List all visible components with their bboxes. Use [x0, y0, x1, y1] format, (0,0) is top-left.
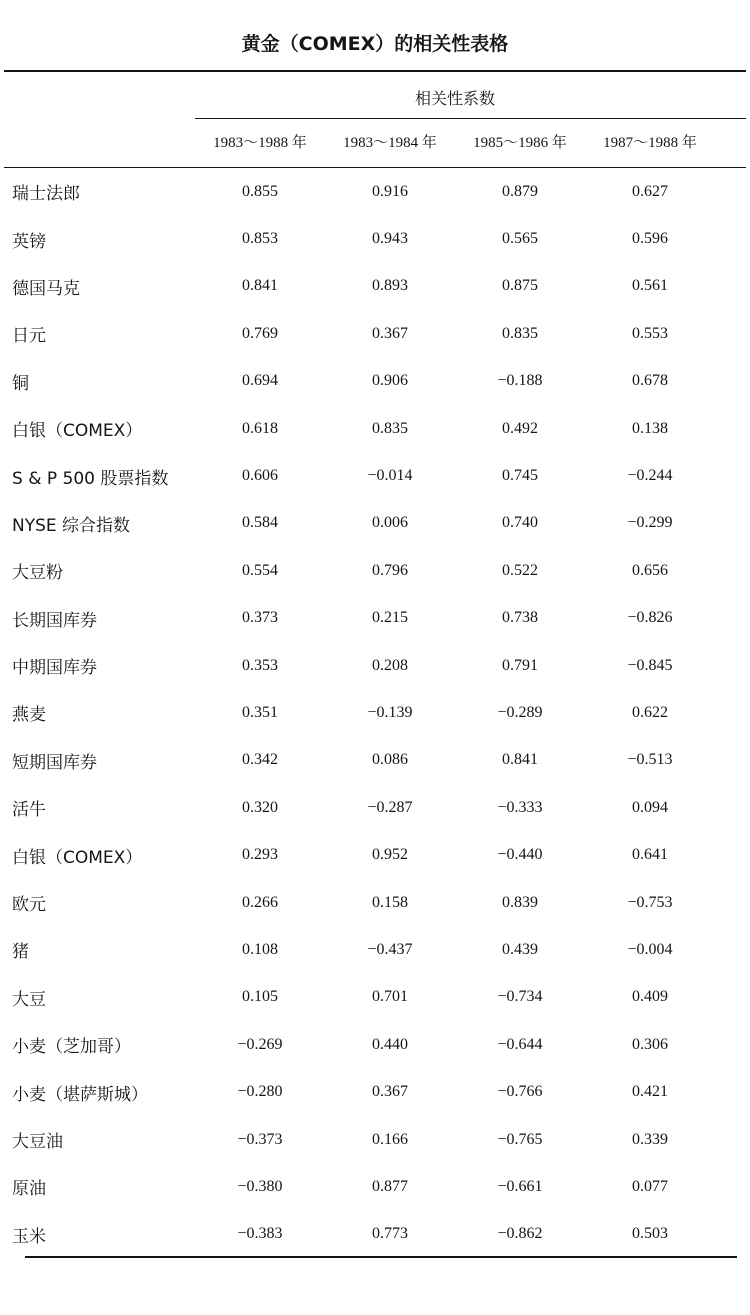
group-rule — [195, 118, 746, 119]
value-1983-1984: 0.773 — [372, 1225, 408, 1243]
value-1983-1988: 0.769 — [242, 324, 278, 342]
table-row — [0, 1211, 750, 1258]
table-row — [0, 974, 750, 1021]
row-label: 铜 — [12, 373, 29, 394]
value-1985-1986: −0.644 — [497, 1035, 543, 1053]
table-row — [0, 547, 750, 594]
value-1985-1986: −0.734 — [497, 988, 543, 1006]
value-1983-1984: −0.437 — [367, 940, 413, 958]
table-row — [0, 595, 750, 642]
value-1987-1988: 0.561 — [632, 277, 668, 295]
value-1983-1984: 0.367 — [372, 1083, 408, 1101]
value-1985-1986: −0.333 — [497, 798, 543, 816]
value-1987-1988: 0.641 — [632, 846, 668, 864]
top-rule — [4, 70, 746, 72]
value-1983-1984: −0.014 — [367, 467, 413, 485]
value-1987-1988: 0.094 — [632, 798, 668, 816]
value-1985-1986: −0.661 — [497, 1177, 543, 1195]
row-label: 原油 — [12, 1179, 46, 1200]
value-1985-1986: 0.791 — [502, 656, 538, 674]
value-1985-1986: −0.440 — [497, 846, 543, 864]
value-1985-1986: 0.875 — [502, 277, 538, 295]
value-1983-1988: 0.342 — [242, 751, 278, 769]
table-row — [0, 1068, 750, 1115]
value-1987-1988: −0.845 — [627, 656, 673, 674]
value-1987-1988: 0.409 — [632, 988, 668, 1006]
value-1987-1988: 0.596 — [632, 230, 668, 248]
row-label: 短期国库券 — [12, 752, 97, 773]
value-1983-1988: −0.373 — [237, 1130, 283, 1148]
value-1983-1988: 0.853 — [242, 230, 278, 248]
table-row — [0, 168, 750, 215]
row-label: 活牛 — [12, 800, 46, 821]
value-1985-1986: 0.745 — [502, 467, 538, 485]
table-row — [0, 358, 750, 405]
value-1983-1984: 0.158 — [372, 893, 408, 911]
table-row — [0, 1116, 750, 1163]
value-1983-1988: 0.855 — [242, 182, 278, 200]
value-1987-1988: 0.678 — [632, 372, 668, 390]
value-1983-1984: 0.906 — [372, 372, 408, 390]
value-1983-1988: −0.380 — [237, 1177, 283, 1195]
value-1987-1988: 0.622 — [632, 703, 668, 721]
table-row — [0, 1021, 750, 1068]
value-1983-1988: −0.280 — [237, 1083, 283, 1101]
value-1987-1988: 0.339 — [632, 1130, 668, 1148]
value-1985-1986: 0.738 — [502, 609, 538, 627]
value-1985-1986: 0.522 — [502, 561, 538, 579]
row-label: 白银（COMEX） — [12, 847, 143, 868]
row-label: 小麦（芝加哥） — [12, 1037, 131, 1058]
bottom-rule — [25, 1256, 737, 1258]
value-1985-1986: −0.765 — [497, 1130, 543, 1148]
value-1987-1988: 0.503 — [632, 1225, 668, 1243]
table-row — [0, 500, 750, 547]
value-1985-1986: −0.766 — [497, 1083, 543, 1101]
table-row — [0, 452, 750, 499]
value-1987-1988: 0.553 — [632, 324, 668, 342]
value-1985-1986: 0.835 — [502, 324, 538, 342]
value-1983-1988: 0.841 — [242, 277, 278, 295]
value-1983-1984: 0.701 — [372, 988, 408, 1006]
value-1987-1988: 0.656 — [632, 561, 668, 579]
table-row — [0, 784, 750, 831]
column-header-1985-1986: 1985～1986 年 — [473, 135, 567, 151]
table-row — [0, 642, 750, 689]
value-1983-1984: 0.208 — [372, 656, 408, 674]
value-1987-1988: 0.421 — [632, 1083, 668, 1101]
value-1985-1986: 0.839 — [502, 893, 538, 911]
table-row — [0, 737, 750, 784]
row-label: 中期国库券 — [12, 658, 97, 679]
value-1983-1984: 0.877 — [372, 1177, 408, 1195]
value-1987-1988: 0.306 — [632, 1035, 668, 1053]
value-1983-1984: 0.166 — [372, 1130, 408, 1148]
column-header-1987-1988: 1987～1988 年 — [603, 135, 697, 151]
value-1987-1988: 0.077 — [632, 1177, 668, 1195]
value-1983-1988: 0.554 — [242, 561, 278, 579]
row-label: 燕麦 — [12, 705, 46, 726]
value-1987-1988: −0.753 — [627, 893, 673, 911]
value-1987-1988: −0.244 — [627, 467, 673, 485]
row-label: 玉米 — [12, 1226, 46, 1247]
value-1985-1986: −0.862 — [497, 1225, 543, 1243]
value-1983-1988: −0.269 — [237, 1035, 283, 1053]
value-1983-1984: −0.139 — [367, 703, 413, 721]
value-1983-1988: 0.351 — [242, 703, 278, 721]
row-label: 大豆油 — [12, 1132, 63, 1152]
row-label: 瑞士法郎 — [12, 184, 80, 205]
value-1987-1988: −0.826 — [627, 609, 673, 627]
row-label: 大豆粉 — [12, 563, 63, 584]
value-1983-1984: 0.893 — [372, 277, 408, 295]
table-row — [0, 405, 750, 452]
table-row — [0, 215, 750, 262]
value-1983-1984: 0.916 — [372, 182, 408, 200]
value-1983-1988: 0.584 — [242, 514, 278, 532]
column-header-1983-1984: 1983～1984 年 — [343, 135, 437, 151]
value-1983-1988: 0.105 — [242, 988, 278, 1006]
column-headers — [195, 131, 715, 157]
value-1983-1988: 0.293 — [242, 846, 278, 864]
value-1983-1988: 0.320 — [242, 798, 278, 816]
row-label: S & P 500 股票指数 — [12, 468, 169, 489]
value-1983-1984: 0.367 — [372, 324, 408, 342]
value-1987-1988: −0.004 — [627, 940, 673, 958]
value-1987-1988: 0.627 — [632, 182, 668, 200]
value-1983-1988: 0.694 — [242, 372, 278, 390]
value-1987-1988: 0.138 — [632, 419, 668, 437]
row-label: 白银（COMEX） — [12, 421, 143, 442]
row-label: 德国马克 — [12, 278, 80, 299]
table-row — [0, 831, 750, 878]
value-1983-1984: 0.215 — [372, 609, 408, 627]
value-1983-1988: 0.353 — [242, 656, 278, 674]
row-label: 猪 — [12, 942, 29, 963]
value-1983-1988: −0.383 — [237, 1225, 283, 1243]
value-1983-1984: 0.952 — [372, 846, 408, 864]
value-1985-1986: 0.439 — [502, 940, 538, 958]
value-1985-1986: 0.492 — [502, 419, 538, 437]
table-row — [0, 1163, 750, 1210]
row-label: 英镑 — [12, 231, 46, 252]
column-header-1983-1988: 1983～1988 年 — [213, 135, 307, 151]
value-1985-1986: 0.740 — [502, 514, 538, 532]
row-label: 长期国库券 — [12, 610, 97, 631]
value-1983-1984: 0.796 — [372, 561, 408, 579]
value-1987-1988: −0.513 — [627, 751, 673, 769]
value-1983-1984: 0.835 — [372, 419, 408, 437]
row-label: 欧元 — [12, 895, 46, 916]
table-row — [0, 689, 750, 736]
value-1983-1988: 0.618 — [242, 419, 278, 437]
value-1985-1986: −0.289 — [497, 703, 543, 721]
value-1983-1988: 0.266 — [242, 893, 278, 911]
value-1985-1986: 0.879 — [502, 182, 538, 200]
row-label: 日元 — [12, 326, 46, 347]
value-1983-1988: 0.606 — [242, 467, 278, 485]
row-label: 小麦（堪萨斯城） — [12, 1084, 148, 1105]
value-1987-1988: −0.299 — [627, 514, 673, 532]
table-body — [0, 168, 750, 1258]
value-1983-1984: 0.440 — [372, 1035, 408, 1053]
page-title: 黄金（COMEX）的相关性表格 — [241, 33, 509, 55]
value-1983-1988: 0.108 — [242, 940, 278, 958]
value-1985-1986: 0.565 — [502, 230, 538, 248]
value-1983-1984: 0.006 — [372, 514, 408, 532]
value-1983-1984: 0.943 — [372, 230, 408, 248]
table-row — [0, 879, 750, 926]
value-1983-1984: −0.287 — [367, 798, 413, 816]
row-label: NYSE 综合指数 — [12, 515, 131, 536]
table-row — [0, 310, 750, 357]
table-row — [0, 926, 750, 973]
value-1983-1988: 0.373 — [242, 609, 278, 627]
value-1985-1986: −0.188 — [497, 372, 543, 390]
value-1985-1986: 0.841 — [502, 751, 538, 769]
value-1983-1984: 0.086 — [372, 751, 408, 769]
row-label: 大豆 — [12, 989, 46, 1010]
group-header: 相关性系数 — [414, 89, 495, 108]
table-row — [0, 263, 750, 310]
